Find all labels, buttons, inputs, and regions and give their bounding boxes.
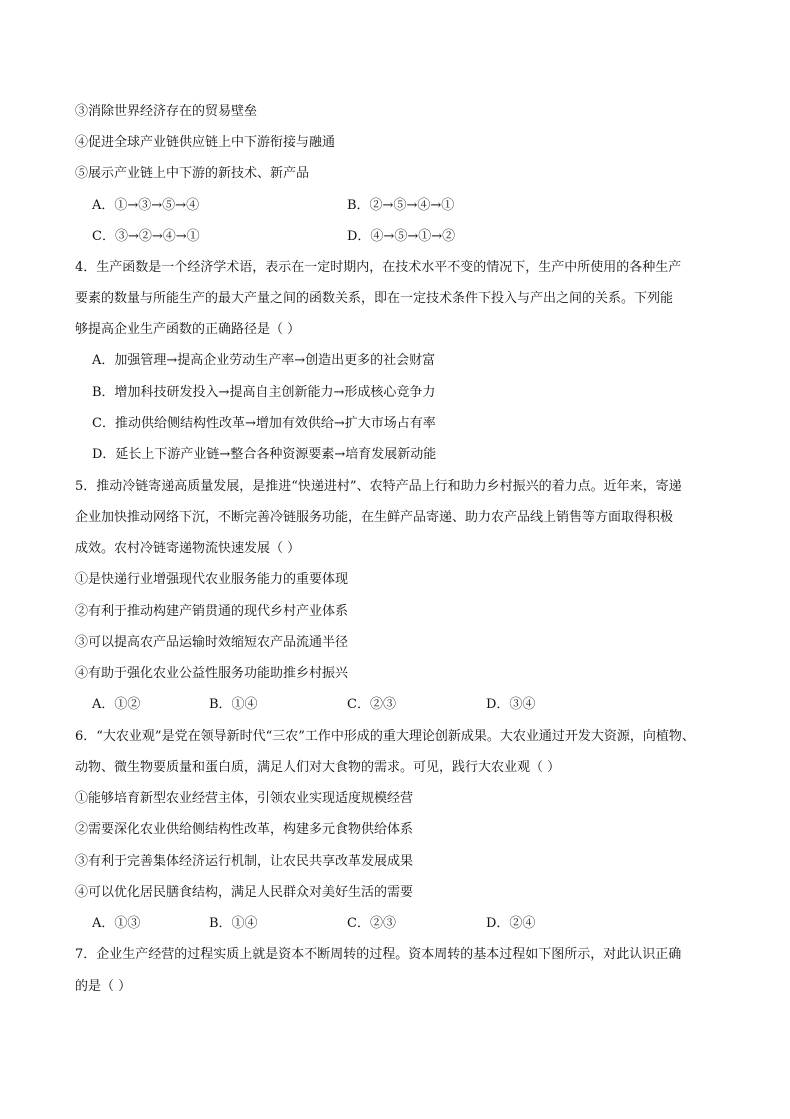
q5-item-2: ②有利于推动构建产销贯通的现代乡村产业体系 <box>75 604 349 619</box>
q5-item-3: ③可以提高农产品运输时效缩短农产品流通半径 <box>75 635 349 650</box>
q7-stem-line-2: 的是（ ） <box>75 979 132 994</box>
q7-stem-line-1: 7．企业生产经营的过程实质上就是资本不断周转的过程。资本周转的基本过程如下图所示，对此认识正确 <box>75 947 682 962</box>
q3-option-d: D．④→⑤→①→② <box>347 229 456 244</box>
q5-option-c: C．②③ <box>347 697 396 712</box>
q5-option-d: D．③④ <box>486 697 536 712</box>
q6-option-b: B．①④ <box>209 916 258 931</box>
q6-item-1: ①能够培育新型农业经营主体，引领农业实现适度规模经营 <box>75 791 414 806</box>
q3-option-c: C．③→②→④→① <box>92 229 200 244</box>
q3-option-a: A．①→③→⑤→④ <box>92 198 200 213</box>
q6-item-4: ④可以优化居民膳食结构，满足人民群众对美好生活的需要 <box>75 885 414 900</box>
q5-option-b: B．①④ <box>209 697 258 712</box>
q4-option-b: B．增加科技研发投入→提高自主创新能力→形成核心竞争力 <box>92 385 436 400</box>
q6-item-2: ②需要深化农业供给侧结构性改革，构建多元食物供给体系 <box>75 822 414 837</box>
q3-item-5: ⑤展示产业链上中下游的新技术、新产品 <box>75 166 310 181</box>
q5-option-a: A．①② <box>92 697 141 712</box>
q4-option-a: A．加强管理→提高企业劳动生产率→创造出更多的社会财富 <box>92 353 436 368</box>
q6-item-3: ③有利于完善集体经济运行机制，让农民共享改革发展成果 <box>75 854 414 869</box>
q4-option-d: D．延长上下游产业链→整合各种资源要素→培育发展新动能 <box>92 447 437 462</box>
q6-stem-line-2: 动物、微生物要质量和蛋白质，满足人们对大食物的需求。可见，践行大农业观（ ） <box>75 760 561 775</box>
q5-stem-line-1: 5．推动冷链寄递高质量发展，是推进“快递进村”、农特产品上行和助力乡村振兴的着力点。近年来，寄递 <box>75 479 682 494</box>
q5-stem-line-3: 成效。农村冷链寄递物流快速发展（ ） <box>75 541 301 556</box>
q4-stem-line-1: 4．生产函数是一个经济学术语，表示在一定时期内，在技术水平不变的情况下，生产中所使用的各种生产 <box>75 260 682 275</box>
q4-option-c: C．推动供给侧结构性改革→增加有效供给→扩大市场占有率 <box>92 416 436 431</box>
q3-item-4: ④促进全球产业链供应链上中下游衔接与融通 <box>75 135 336 150</box>
q3-option-b: B．②→⑤→④→① <box>347 198 455 213</box>
q6-option-a: A．①③ <box>92 916 141 931</box>
q5-item-4: ④有助于强化农业公益性服务功能助推乡村振兴 <box>75 666 349 681</box>
q6-stem-line-1: 6．“大农业观”是党在领导新时代“三农”工作中形成的重大理论创新成果。大农业通过开发大资源，向植物、 <box>75 729 695 744</box>
q6-option-c: C．②③ <box>347 916 396 931</box>
q5-item-1: ①是快递行业增强现代农业服务能力的重要体现 <box>75 572 349 587</box>
q5-stem-line-2: 企业加快推动网络下沉，不断完善冷链服务功能，在生鲜产品寄递、助力农产品线上销售等方面取得积极 <box>75 510 674 525</box>
q4-stem-line-3: 够提高企业生产函数的正确路径是（ ） <box>75 322 301 337</box>
q4-stem-line-2: 要素的数量与所能生产的最大产量之间的函数关系，即在一定技术条件下投入与产出之间的关系。下列能 <box>75 291 674 306</box>
q3-item-3: ③消除世界经济存在的贸易壁垒 <box>75 104 258 119</box>
q6-option-d: D．②④ <box>486 916 536 931</box>
